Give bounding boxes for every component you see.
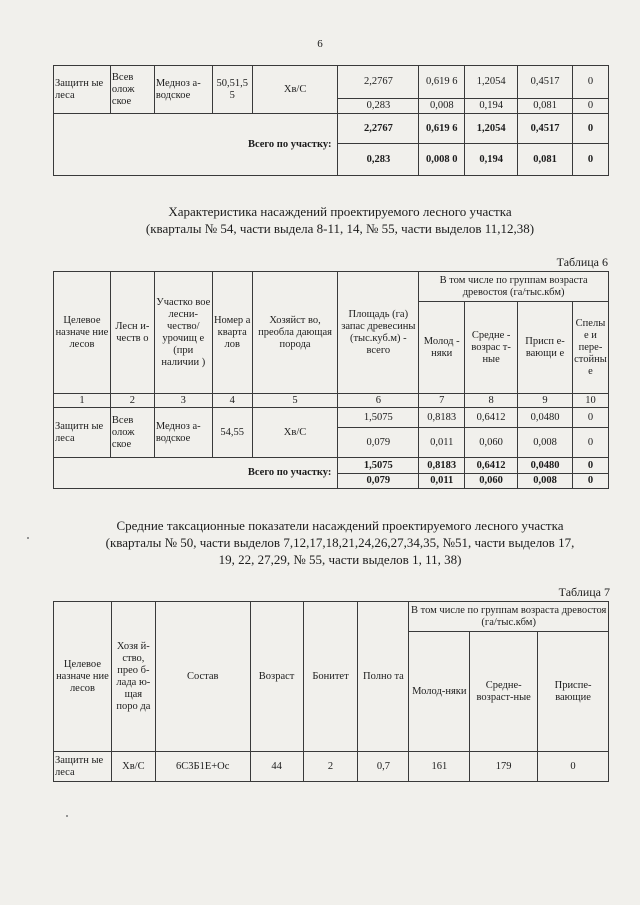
header-young: Молод - няки: [419, 302, 465, 394]
header-species: Хозяйст во, преобла дающая порода: [252, 272, 338, 394]
cell-pre-mature: 0: [538, 752, 609, 782]
header-composition: Состав: [155, 602, 250, 752]
cell-area: 2,2767: [338, 66, 419, 99]
table6-label: Таблица 6: [556, 255, 608, 269]
scan-speck: [66, 815, 68, 817]
total-pre-mature: 0,081: [518, 144, 573, 176]
cell-density: 0,7: [358, 752, 409, 782]
header-area: Площадь (га) запас древесины (тыс.куб.м) - всего: [338, 272, 419, 394]
cell-district: Медноз а-водское: [154, 66, 212, 114]
cell-quarters: 50,51,5 5: [212, 66, 252, 114]
header-young: Молод-няки: [409, 632, 470, 752]
col-number: 9: [518, 394, 573, 408]
total-mature: 0: [573, 114, 609, 144]
total-middle: 1,2054: [465, 114, 518, 144]
total-mature: 0: [573, 144, 609, 176]
total-young: 0,011: [419, 474, 465, 489]
cell-forestry: Всев олож ское: [110, 408, 154, 458]
header-age-groups: В том числе по группам возраста древостоя (га/тыс.кбм): [409, 602, 609, 632]
header-district: Участко вое лесни-чество/ урочищ е (при наличии ): [154, 272, 212, 394]
table7-heading-line2: (кварталы № 50, части выделов 7,12,17,18,21,24,26,27,34,35, №51, части выделов 17,: [105, 535, 575, 550]
cell-area: 0,283: [338, 99, 419, 114]
col-number: 5: [252, 394, 338, 408]
cell-pre-mature: 0,008: [518, 428, 573, 458]
cell-young: 0,619 6: [419, 66, 465, 99]
cell-mature: 0: [572, 408, 608, 428]
cell-age: 44: [250, 752, 303, 782]
top-table: [53, 65, 609, 176]
table6: [53, 271, 609, 489]
table6-heading: [60, 203, 620, 237]
header-middle: Средне - возрас т-ные: [465, 302, 518, 394]
col-number: 4: [212, 394, 252, 408]
col-number: 8: [465, 394, 518, 408]
total-mature: 0: [572, 458, 608, 474]
header-pre-mature: Приспе-вающие: [538, 632, 609, 752]
cell-species: Хв/С: [111, 752, 155, 782]
cell-purpose: Защитн ые леса: [54, 752, 112, 782]
cell-purpose: Защитн ые леса: [54, 408, 111, 458]
table7-heading-line1: Средние таксационные показатели насаждений проектируемого лесного участка: [116, 518, 564, 533]
header-purpose: Целевое назначе ние лесов: [54, 602, 112, 752]
cell-middle: 179: [470, 752, 538, 782]
cell-middle: 0,6412: [465, 408, 518, 428]
header-site-class: Бонитет: [303, 602, 358, 752]
header-quarters: Номер а кварта лов: [212, 272, 252, 394]
total-middle: 0,194: [465, 144, 518, 176]
total-middle: 0,6412: [465, 458, 518, 474]
cell-quarters: 54,55: [212, 408, 252, 458]
total-young: 0,619 6: [419, 114, 465, 144]
header-age-groups: В том числе по группам возраста древостоя (га/тыс.кбм): [419, 272, 609, 302]
total-area: 0,079: [338, 474, 419, 489]
cell-district: Медноз а-водское: [154, 408, 212, 458]
cell-mature: 0: [573, 66, 609, 99]
cell-area: 1,5075: [338, 408, 419, 428]
header-purpose: Целевое назначе ние лесов: [54, 272, 111, 394]
cell-composition: 6С3Б1Е+Ос: [155, 752, 250, 782]
total-label: Всего по участку:: [54, 458, 338, 489]
table7-heading-line3: 19, 22, 27,29, № 55, части выделов 1, 11, 38): [218, 552, 462, 567]
total-mature: 0: [572, 474, 608, 489]
col-number: 10: [572, 394, 608, 408]
scan-speck: [27, 537, 29, 539]
cell-site-class: 2: [303, 752, 358, 782]
cell-middle: 0,060: [465, 428, 518, 458]
col-number: 6: [338, 394, 419, 408]
cell-pre-mature: 0,0480: [518, 408, 573, 428]
cell-young: 0,008: [419, 99, 465, 114]
cell-young: 161: [409, 752, 470, 782]
table6-heading-line1: Характеристика насаждений проектируемого лесного участка: [168, 204, 512, 219]
header-age: Возраст: [250, 602, 303, 752]
page-number: 6: [317, 38, 323, 50]
header-forestry: Лесн и-честв о: [110, 272, 154, 394]
header-middle: Средне-возраст-ные: [470, 632, 538, 752]
col-number: 3: [154, 394, 212, 408]
table7-label: Таблица 7: [558, 585, 610, 599]
header-species: Хозя й-ство, прео б-лада ю-щая поро да: [111, 602, 155, 752]
col-number: 2: [110, 394, 154, 408]
cell-middle: 1,2054: [465, 66, 518, 99]
table6-heading-line2: (кварталы № 54, части выдела 8-11, 14, № 55, части выделов 11,12,38): [145, 221, 535, 236]
total-young: 0,8183: [419, 458, 465, 474]
cell-mature: 0: [573, 99, 609, 114]
cell-species: Хв/С: [252, 408, 338, 458]
table7-heading: [60, 517, 620, 568]
total-area: 0,283: [338, 144, 419, 176]
cell-species: Хв/С: [252, 66, 338, 114]
total-middle: 0,060: [465, 474, 518, 489]
cell-young: 0,8183: [419, 408, 465, 428]
col-number: 1: [54, 394, 111, 408]
col-number: 7: [419, 394, 465, 408]
cell-pre-mature: 0,4517: [518, 66, 573, 99]
total-pre-mature: 0,008: [518, 474, 573, 489]
header-density: Полно та: [358, 602, 409, 752]
cell-young: 0,011: [419, 428, 465, 458]
cell-purpose: Защитн ые леса: [54, 66, 111, 114]
total-label: Всего по участку:: [54, 114, 338, 176]
cell-area: 0,079: [338, 428, 419, 458]
cell-middle: 0,194: [465, 99, 518, 114]
header-mature: Спелы е и пере-стойны е: [572, 302, 608, 394]
table7: [53, 601, 609, 782]
cell-mature: 0: [572, 428, 608, 458]
cell-forestry: Всев олож ское: [110, 66, 154, 114]
total-pre-mature: 0,4517: [518, 114, 573, 144]
total-area: 1,5075: [338, 458, 419, 474]
total-young: 0,008 0: [419, 144, 465, 176]
total-area: 2,2767: [338, 114, 419, 144]
cell-pre-mature: 0,081: [518, 99, 573, 114]
header-pre-mature: Присп е-вающи е: [518, 302, 573, 394]
total-pre-mature: 0,0480: [518, 458, 573, 474]
